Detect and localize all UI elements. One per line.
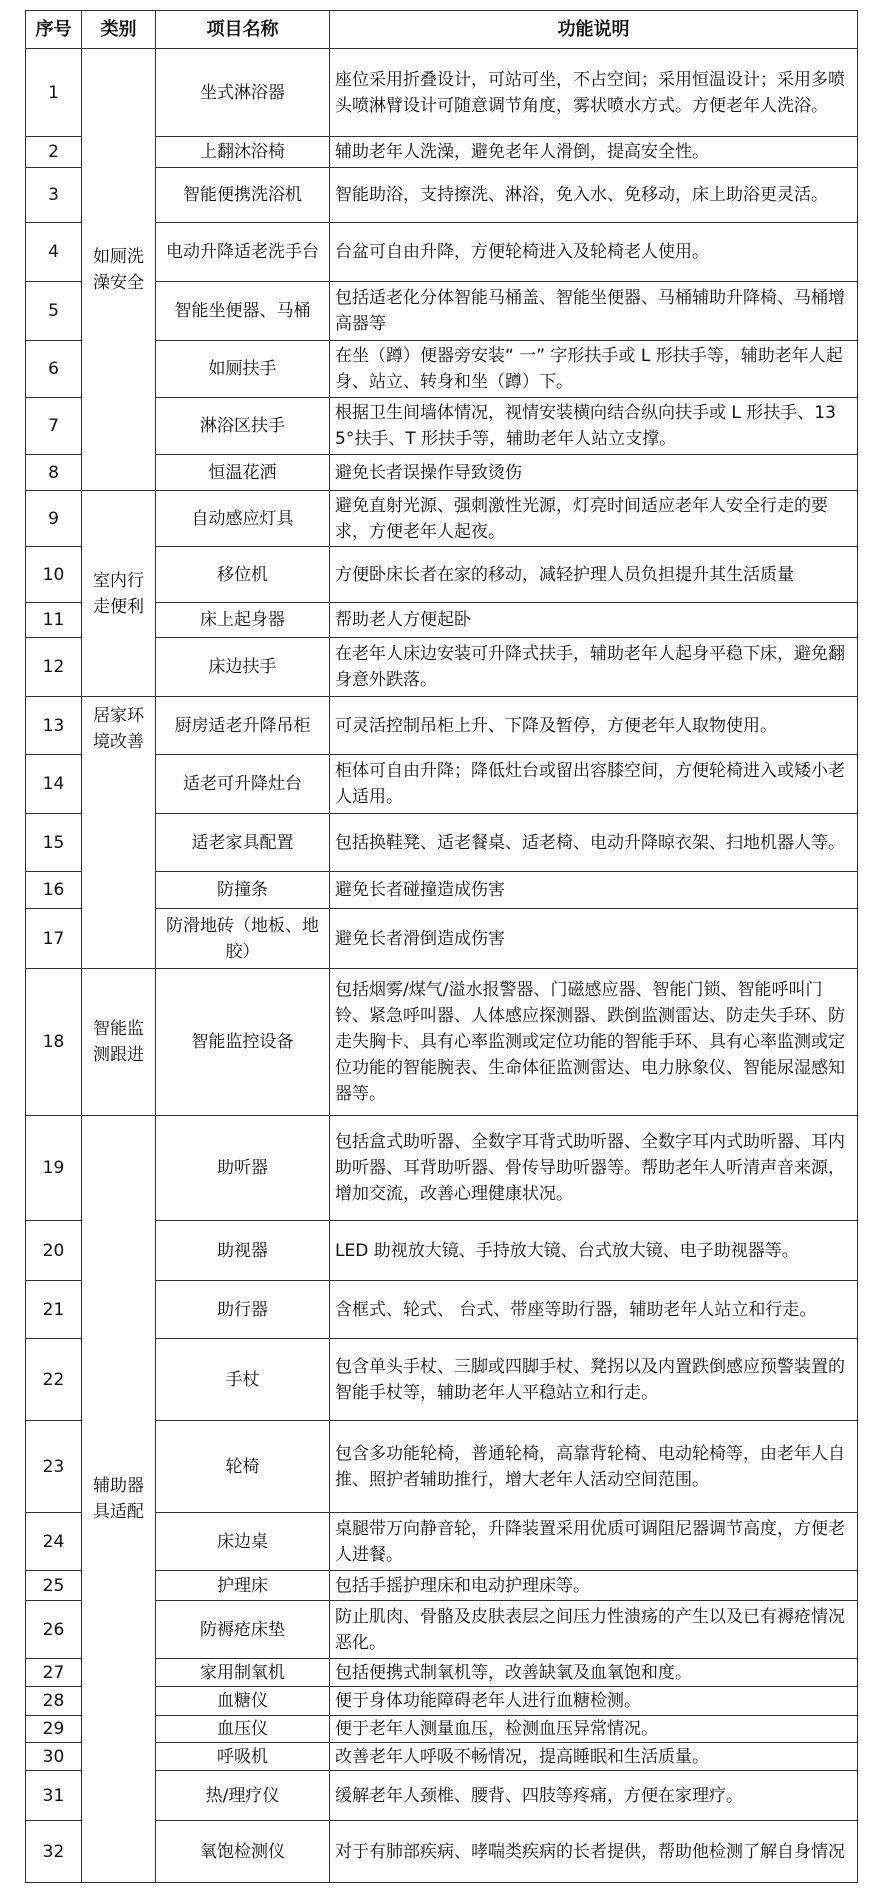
item-desc: 改善老年人呼吸不畅情况，提高睡眠和生活质量。 xyxy=(330,1743,858,1771)
item-name: 床边扶手 xyxy=(156,638,330,697)
item-desc: 辅助老年人洗澡，避免老年人滑倒，提高安全性。 xyxy=(330,137,858,168)
item-name: 恒温花洒 xyxy=(156,455,330,491)
item-desc: 包括换鞋凳、适老餐桌、适老椅、电动升降晾衣架、扫地机器人等。 xyxy=(330,814,858,872)
item-name: 防滑地砖（地板、地胶） xyxy=(156,909,330,969)
row-no: 7 xyxy=(26,398,82,455)
item-desc: 避免直射光源、强刺激性光源，灯亮时间适应老年人安全行走的要求，方便老年人起夜。 xyxy=(330,491,858,547)
row-no: 5 xyxy=(26,282,82,341)
item-name: 热/理疗仪 xyxy=(156,1771,330,1821)
item-desc: 根据卫生间墙体情况，视情安装横向结合纵向扶手或 L 形扶手、135°扶手、T 形扶手等，辅助老年人站立支撑。 xyxy=(330,398,858,455)
row-no: 9 xyxy=(26,491,82,547)
category-cell: 居家环境改善 xyxy=(82,697,156,969)
item-name: 防褥疮床垫 xyxy=(156,1601,330,1659)
row-no: 3 xyxy=(26,168,82,223)
item-desc: 避免长者误操作导致烫伤 xyxy=(330,455,858,491)
item-name: 血糖仪 xyxy=(156,1687,330,1716)
product-table xyxy=(25,10,858,1883)
item-desc: 便于老年人测量血压，检测血压异常情况。 xyxy=(330,1716,858,1743)
row-no: 27 xyxy=(26,1659,82,1687)
row-no: 22 xyxy=(26,1339,82,1421)
row-no: 15 xyxy=(26,814,82,872)
item-desc: 智能助浴，支持擦洗、淋浴，免入水、免移动，床上助浴更灵活。 xyxy=(330,168,858,223)
category-cell: 辅助器具适配 xyxy=(82,1116,156,1883)
row-no: 24 xyxy=(26,1513,82,1571)
row-no: 4 xyxy=(26,223,82,282)
item-desc: 在老年人床边安装可升降式扶手，辅助老年人起身平稳下床，避免翻身意外跌落。 xyxy=(330,638,858,697)
item-desc: 台盆可自由升降，方便轮椅进入及轮椅老人使用。 xyxy=(330,223,858,282)
item-desc: 帮助老人方便起卧 xyxy=(330,603,858,638)
item-name: 助听器 xyxy=(156,1116,330,1221)
item-name: 智能监控设备 xyxy=(156,969,330,1116)
table-row xyxy=(26,49,858,137)
item-name: 血压仪 xyxy=(156,1716,330,1743)
item-desc: 包括烟雾/煤气/溢水报警器、门磁感应器、智能门锁、智能呼叫门铃、紧急呼叫器、人体感应探测器、跌倒监测雷达、防走失手环、防走失胸卡、具有心率监测或定位功能的智能手环、具有心率监测或定位功能的智能腕表、生命体征监测雷达、电力脉象仪、智能尿湿感知器等。 xyxy=(330,969,858,1116)
item-name: 电动升降适老洗手台 xyxy=(156,223,330,282)
item-desc: 方便卧床长者在家的移动，减轻护理人员负担提升其生活质量 xyxy=(330,547,858,603)
item-desc: 桌腿带万向静音轮，升降装置采用优质可调阻尼器调节高度，方便老人进餐。 xyxy=(330,1513,858,1571)
item-name: 家用制氧机 xyxy=(156,1659,330,1687)
row-no: 8 xyxy=(26,455,82,491)
row-no: 17 xyxy=(26,909,82,969)
item-desc: 包括适老化分体智能马桶盖、智能坐便器、马桶辅助升降椅、马桶增高器等 xyxy=(330,282,858,341)
row-no: 30 xyxy=(26,1743,82,1771)
row-no: 1 xyxy=(26,49,82,137)
item-desc: 包含多功能轮椅，普通轮椅，高靠背轮椅、电动轮椅等，由老年人自推、照护者辅助推行，增大老年人活动空间范围。 xyxy=(330,1421,858,1513)
header-category: 类别 xyxy=(82,11,156,49)
item-name: 适老可升降灶台 xyxy=(156,755,330,814)
row-no: 16 xyxy=(26,872,82,909)
item-name: 呼吸机 xyxy=(156,1743,330,1771)
row-no: 29 xyxy=(26,1716,82,1743)
row-no: 28 xyxy=(26,1687,82,1716)
item-name: 上翻沐浴椅 xyxy=(156,137,330,168)
item-name: 床上起身器 xyxy=(156,603,330,638)
row-no: 6 xyxy=(26,341,82,398)
item-name: 防撞条 xyxy=(156,872,330,909)
item-desc: 避免长者碰撞造成伤害 xyxy=(330,872,858,909)
table-row xyxy=(26,491,858,547)
item-desc: 包括手摇护理床和电动护理床等。 xyxy=(330,1571,858,1601)
item-name: 厨房适老升降吊柜 xyxy=(156,697,330,755)
category-cell: 智能监测跟进 xyxy=(82,969,156,1116)
row-no: 23 xyxy=(26,1421,82,1513)
item-desc: 对于有肺部疾病、哮喘类疾病的长者提供，帮助他检测了解自身情况 xyxy=(330,1821,858,1883)
item-desc: 含框式、轮式、 台式、带座等助行器，辅助老年人站立和行走。 xyxy=(330,1281,858,1339)
item-desc: LED 助视放大镜、手持放大镜、台式放大镜、电子助视器等。 xyxy=(330,1221,858,1281)
row-no: 25 xyxy=(26,1571,82,1601)
item-name: 助视器 xyxy=(156,1221,330,1281)
category-cell: 如厕洗澡安全 xyxy=(82,49,156,491)
header-no: 序号 xyxy=(26,11,82,49)
row-no: 26 xyxy=(26,1601,82,1659)
header-row xyxy=(26,11,858,49)
item-name: 护理床 xyxy=(156,1571,330,1601)
item-desc: 避免长者滑倒造成伤害 xyxy=(330,909,858,969)
table-row xyxy=(26,969,858,1116)
row-no: 21 xyxy=(26,1281,82,1339)
category-cell: 室内行走便利 xyxy=(82,491,156,697)
item-name: 移位机 xyxy=(156,547,330,603)
table-row xyxy=(26,1116,858,1221)
item-name: 轮椅 xyxy=(156,1421,330,1513)
row-no: 19 xyxy=(26,1116,82,1221)
header-desc: 功能说明 xyxy=(330,11,858,49)
item-desc: 包含单头手杖、三脚或四脚手杖、凳拐以及内置跌倒感应预警装置的智能手杖等，辅助老年人平稳站立和行走。 xyxy=(330,1339,858,1421)
row-no: 10 xyxy=(26,547,82,603)
row-no: 13 xyxy=(26,697,82,755)
item-desc: 可灵活控制吊柜上升、下降及暂停，方便老年人取物使用。 xyxy=(330,697,858,755)
item-desc: 缓解老年人颈椎、腰背、四肢等疼痛，方便在家理疗。 xyxy=(330,1771,858,1821)
item-name: 自动感应灯具 xyxy=(156,491,330,547)
header-name: 项目名称 xyxy=(156,11,330,49)
item-name: 智能便携洗浴机 xyxy=(156,168,330,223)
row-no: 14 xyxy=(26,755,82,814)
row-no: 2 xyxy=(26,137,82,168)
item-name: 淋浴区扶手 xyxy=(156,398,330,455)
item-name: 智能坐便器、马桶 xyxy=(156,282,330,341)
item-name: 床边桌 xyxy=(156,1513,330,1571)
item-name: 适老家具配置 xyxy=(156,814,330,872)
item-name: 氧饱检测仪 xyxy=(156,1821,330,1883)
item-desc: 在坐（蹲）便器旁安装“ 一” 字形扶手或 L 形扶手等，辅助老年人起身、站立、转身和坐（蹲）下。 xyxy=(330,341,858,398)
item-name: 坐式淋浴器 xyxy=(156,49,330,137)
item-name: 手杖 xyxy=(156,1339,330,1421)
item-desc: 包括便携式制氧机等，改善缺氧及血氧饱和度。 xyxy=(330,1659,858,1687)
row-no: 32 xyxy=(26,1821,82,1883)
item-desc: 防止肌肉、骨骼及皮肤表层之间压力性溃疡的产生以及已有褥疮情况恶化。 xyxy=(330,1601,858,1659)
row-no: 31 xyxy=(26,1771,82,1821)
item-name: 助行器 xyxy=(156,1281,330,1339)
item-desc: 便于身体功能障碍老年人进行血糖检测。 xyxy=(330,1687,858,1716)
table-row xyxy=(26,697,858,755)
item-name: 如厕扶手 xyxy=(156,341,330,398)
item-desc: 柜体可自由升降；降低灶台或留出容膝空间，方便轮椅进入或矮小老人适用。 xyxy=(330,755,858,814)
row-no: 18 xyxy=(26,969,82,1116)
row-no: 20 xyxy=(26,1221,82,1281)
item-desc: 包括盒式助听器、全数字耳背式助听器、全数字耳内式助听器、耳内助听器、耳背助听器、骨传导助听器等。帮助老年人听清声音来源，增加交流，改善心理健康状况。 xyxy=(330,1116,858,1221)
item-desc: 座位采用折叠设计，可站可坐，不占空间；采用恒温设计；采用多喷头喷淋臂设计可随意调节角度，雾状喷水方式。方便老年人洗浴。 xyxy=(330,49,858,137)
row-no: 11 xyxy=(26,603,82,638)
row-no: 12 xyxy=(26,638,82,697)
